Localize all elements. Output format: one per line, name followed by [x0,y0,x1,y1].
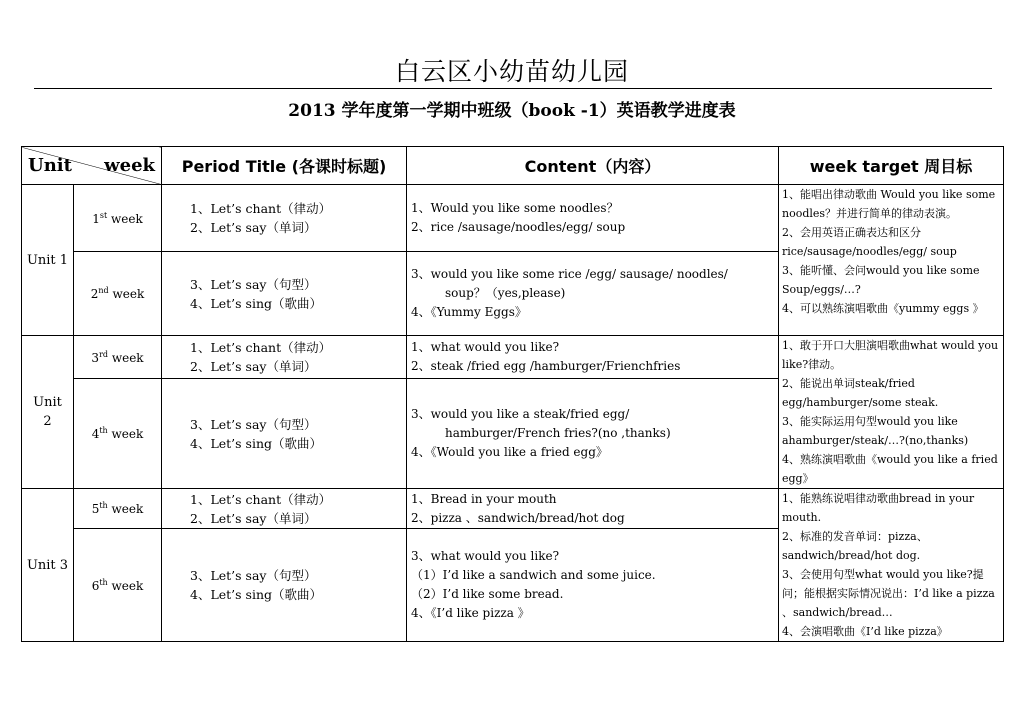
week-word: week [107,427,144,442]
week-target [779,336,1004,489]
week-ordinal: nd [98,286,109,295]
content-line: 3、what would you like? [411,549,560,564]
content-line: 1、what would you like? [411,340,560,355]
week-number: 6 [91,578,100,593]
schedule-table [21,146,1004,642]
content-line: 3、would you like a steak/fried egg/ [411,407,630,422]
week-ordinal: th [99,577,108,587]
content-cell [407,252,779,336]
content-line: 2、rice /sausage/noodles/egg/ soup [411,220,626,234]
week-word: week [107,578,144,593]
week-ordinal: rd [99,349,109,359]
header-content: Content（内容） [407,147,779,185]
target-line: 4、可以熟练演唱歌曲《yummy eggs 》 [782,302,984,315]
week-label [74,185,162,252]
period-line: 1、Let’s chant（律动） [190,491,332,507]
content-cell [407,379,779,489]
target-line: 2、能说出单词steak/fried egg/hamburger/some steak. [782,377,939,409]
week-ordinal: th [99,426,108,436]
unit-name-part: Unit [33,395,62,410]
content-line: 3、would you like some rice /egg/ sausage/ noodles/ [411,267,728,281]
week-number: 2 [90,287,99,301]
content-line: 2、steak /fried egg /hamburger/Frienchfries [411,359,681,374]
content-cell [407,336,779,379]
header-unit-week [22,147,162,185]
target-line: 3、会使用句型what would you like?提问；能根据实际情况说出：I’d like a pizza 、sandwich/bread… [782,568,995,619]
content-cell [407,185,779,252]
week-word: week [107,502,144,517]
page-subtitle: 2013 学年度第一学期中班级（book -1）英语教学进度表 [288,101,736,121]
target-line: 1、能熟练说唱律动歌曲bread in your mouth. [782,492,975,524]
period-title [162,529,407,642]
page-title: 白云区小幼苗幼儿园 [394,57,629,86]
content-line: 4、《Yummy Eggs》 [411,305,527,319]
week-ordinal: st [99,210,108,220]
content-line: （2）I’d like some bread. [411,587,564,602]
period-line: 1、Let’s chant（律动） [190,201,332,216]
table-row [22,185,1004,252]
table-row [22,336,1004,379]
content-line: 1、Bread in your mouth [411,491,557,506]
period-line: 4、Let’s sing（歌曲） [190,295,323,311]
content-line: hamburger/French fries?(no ,thanks) [445,426,671,441]
week-label [74,336,162,379]
content-line: 2、pizza 、sandwich/bread/hot dog [411,510,625,525]
header-week-target: week target 周目标 [779,147,1004,185]
header-period-title: Period Title (各课时标题) [162,147,407,185]
period-line: 3、Let’s say（句型） [190,276,317,292]
period-title [162,185,407,252]
header-week: week [104,155,155,176]
content-line: （1）I’d like a sandwich and some juice. [411,568,656,583]
target-line: 3、能听懂、会问would you like some Soup/eggs/…? [782,264,980,296]
week-label [74,529,162,642]
period-line: 4、Let’s sing（歌曲） [190,587,323,603]
period-line: 3、Let’s say（句型） [190,568,317,584]
content-cell [407,489,779,529]
week-label [74,379,162,489]
week-number: 4 [91,427,100,442]
week-word: week [108,350,144,365]
content-line: 4、《Would you like a fried egg》 [411,445,608,460]
schedule-body [22,185,1004,642]
title-divider [34,88,992,89]
week-ordinal: th [99,501,108,511]
week-label [74,252,162,336]
target-line: 4、会演唱歌曲《I’d like pizza》 [782,625,948,638]
target-line: 2、会用英语正确表达和区分rice/sausage/noodles/egg/ soup [782,226,957,258]
period-line: 2、Let’s say（单词） [190,220,317,235]
target-line: 1、能唱出律动歌曲 Would you like some noodles？并进行简单的律动表演。 [782,188,996,220]
week-number: 3 [91,350,100,365]
target-line: 4、熟练演唱歌曲《would you like a fried egg》 [782,453,998,485]
week-word: week [107,211,143,226]
unit-name: Unit 1 [22,185,74,336]
unit-name: Unit 3 [22,489,74,642]
week-label [74,489,162,529]
period-title [162,336,407,379]
period-title [162,252,407,336]
target-line: 2、标准的发音单词：pizza、sandwich/bread/hot dog. [782,530,928,562]
period-line: 1、Let’s chant（律动） [190,340,332,356]
unit-name [22,336,74,489]
content-line: soup？（yes,please) [445,286,566,300]
content-line: 1、Would you like some noodles？ [411,201,619,215]
content-cell [407,529,779,642]
period-line: 4、Let’s sing（歌曲） [190,435,323,451]
period-line: 2、Let’s say（单词） [190,510,317,526]
week-word: week [108,287,145,301]
table-header-row [22,147,1004,185]
period-line: 3、Let’s say（句型） [190,416,317,432]
target-line: 1、敢于开口大胆演唱歌曲what would you like?律动。 [782,339,999,371]
unit-name-part: 2 [43,414,52,429]
week-target [779,185,1004,336]
period-line: 2、Let’s say（单词） [190,359,317,375]
week-target [779,489,1004,642]
week-number: 5 [91,502,100,517]
table-row [22,489,1004,529]
period-title [162,489,407,529]
header-unit: Unit [28,155,72,176]
content-line: 4、《I’d like pizza 》 [411,606,530,621]
week-number: 1 [92,211,100,226]
period-title [162,379,407,489]
target-line: 3、能实际运用句型would you like ahamburger/steak/…?(no,thanks) [782,415,969,447]
